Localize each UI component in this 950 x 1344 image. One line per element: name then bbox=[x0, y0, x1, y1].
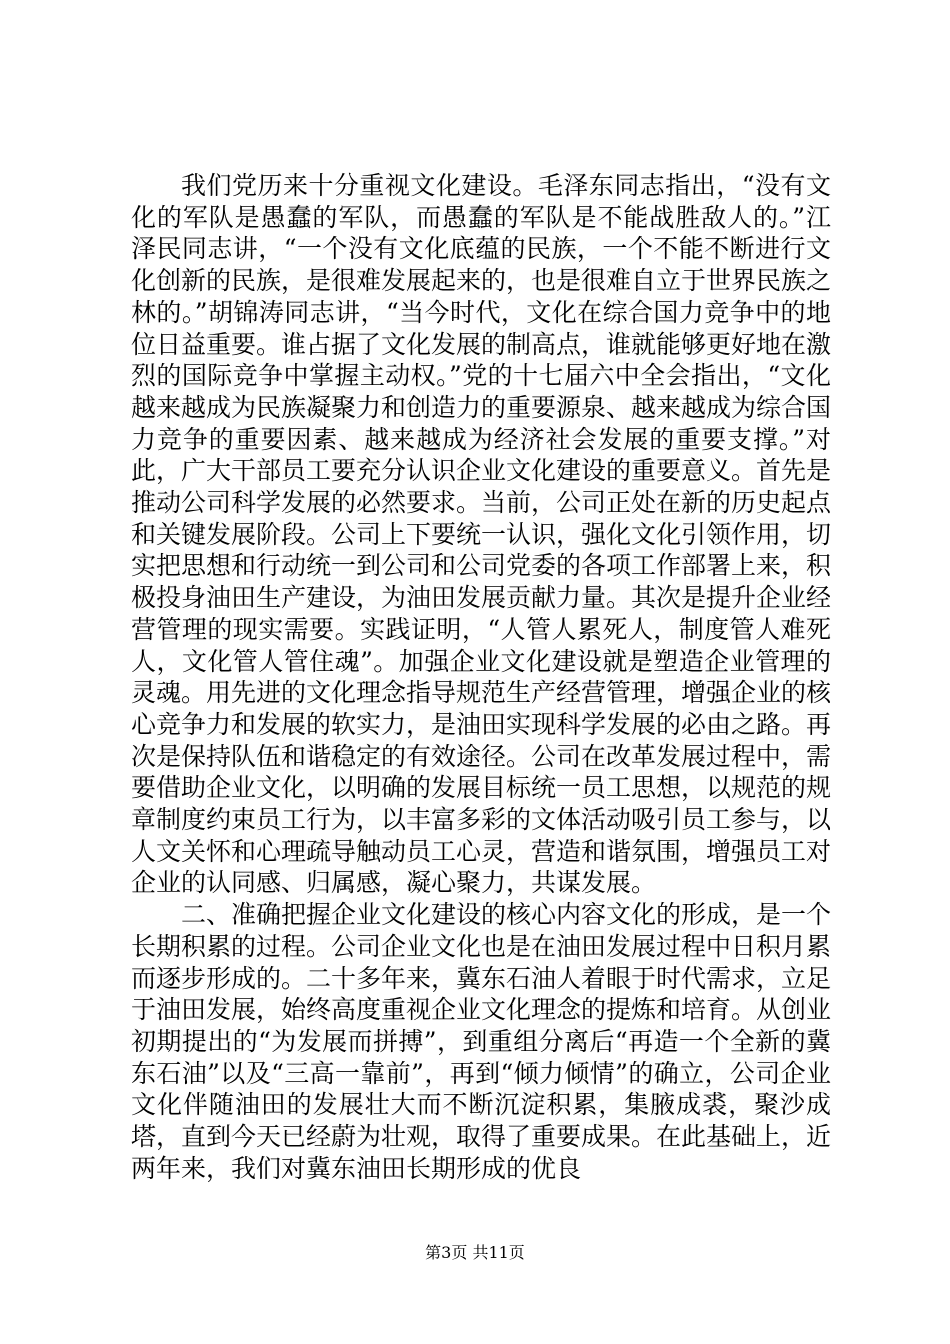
paragraph-1: 我们党历来十分重视文化建设。毛泽东同志指出，“没有文化的军队是愚蠢的军队，而愚蠢的军队是不能战胜敌人的。”江泽民同志讲，“一个没有文化底蕴的民族，一个不能不断进行文化创新的民族，是很难发展起来的，也是很难自立于世界民族之林的。”胡锦涛同志讲，“当今时代，文化在综合国力竞争中的地位日益重要。谁占据了文化发展的制高点，谁就能够更好地在激烈的国际竞争中掌握主动权。”党的十七届六中全会指出，“文化越来越成为民族凝聚力和创造力的重要源泉、越来越成为综合国力竞争的重要因素、越来越成为经济社会发展的重要支撑。”对此，广大干部员工要充分认识企业文化建设的重要意义。首先是推动公司科学发展的必然要求。当前，公司正处在新的历史起点和关键发展阶段。公司上下要统一认识，强化文化引领作用，切实把思想和行动统一到公司和公司党委的各项工作部署上来，积极投身油田生产建设，为油田发展贡献力量。其次是提升企业经营管理的现实需要。实践证明，“人管人累死人，制度管人难死人，文化管人管住魂”。加强企业文化建设就是塑造企业管理的灵魂。用先进的文化理念指导规范生产经营管理，增强企业的核心竞争力和发展的软实力，是油田实现科学发展的必由之路。再次是保持队伍和谐稳定的有效途径。公司在改革发展过程中，需要借助企业文化，以明确的发展目标统一员工思想，以规范的规章制度约束员工行为，以丰富多彩的文体活动吸引员工参与，以人文关怀和心理疏导触动员工心灵，营造和谐氛围，增强员工对企业的认同感、归属感，凝心聚力，共谋发展。 bbox=[131, 171, 832, 898]
paragraph-2: 二、准确把握企业文化建设的核心内容文化的形成，是一个长期积累的过程。公司企业文化也是在油田发展过程中日积月累而逐步形成的。二十多年来，冀东石油人着眼于时代需求，立足于油田发展，始终高度重视企业文化理念的提炼和培育。从创业初期提出的“为发展而拼搏”，到重组分离后“再造一个全新的冀东石油”以及“三高一靠前”，再到“倾力倾情”的确立，公司企业文化伴随油田的发展壮大而不断沉淀积累，集腋成裘，聚沙成塔，直到今天已经蔚为壮观，取得了重要成果。在此基础上，近两年来，我们对冀东油田长期形成的优良 bbox=[131, 900, 832, 1183]
document-body bbox=[131, 170, 831, 1185]
page-footer: 第3页 共11页 bbox=[425, 1243, 525, 1262]
